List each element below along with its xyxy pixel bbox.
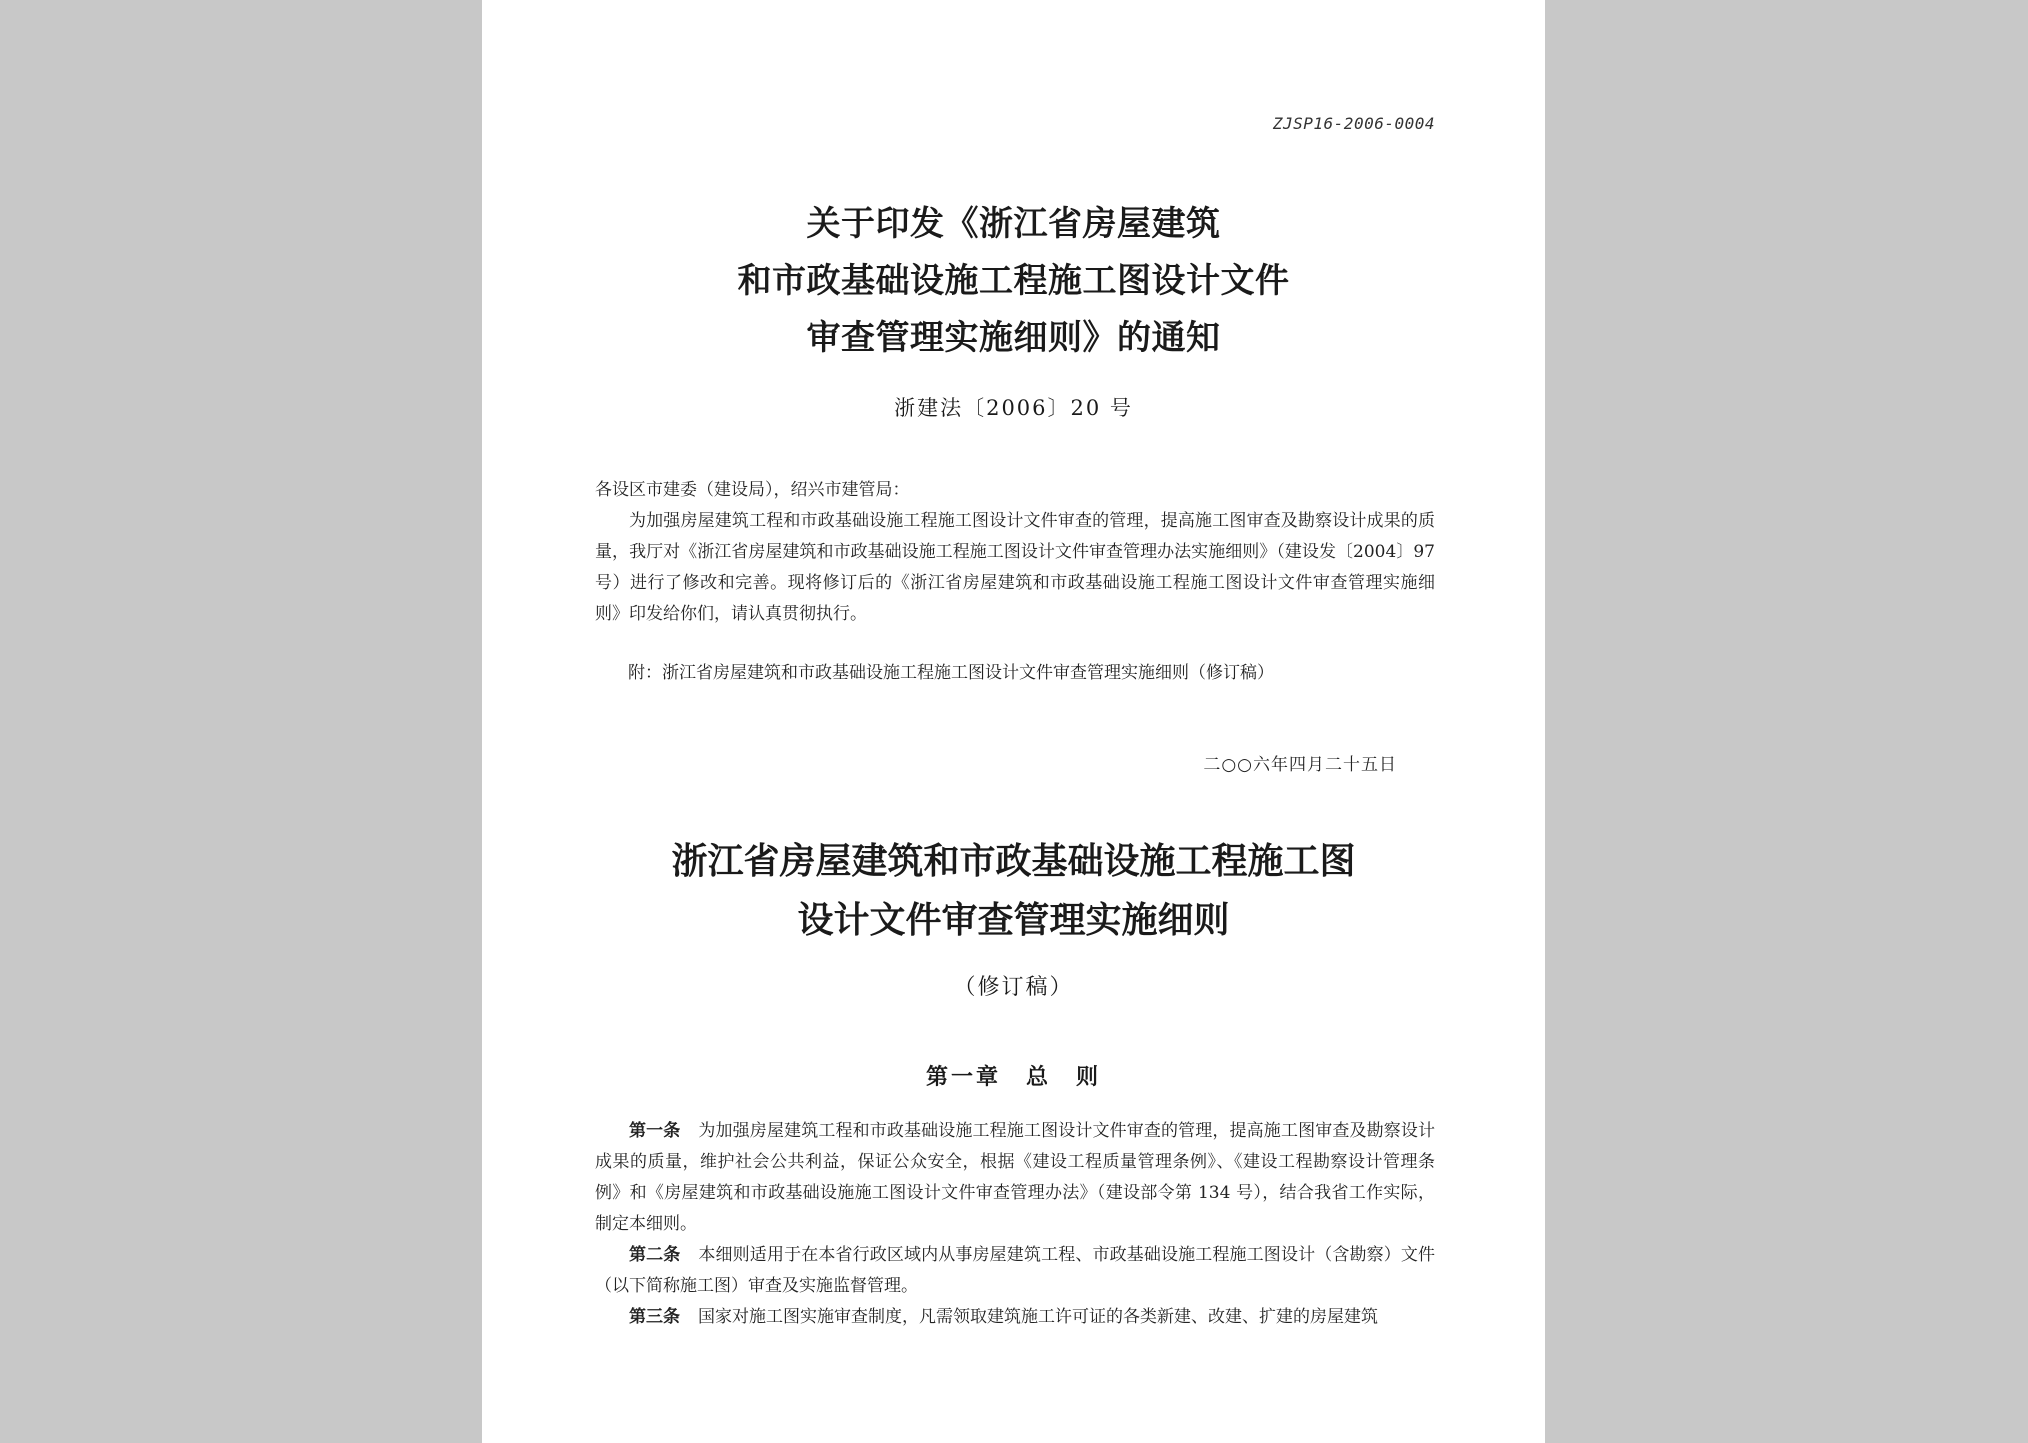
rules-title <box>482 832 1545 950</box>
article-label: 第一条 <box>629 1121 681 1141</box>
notice-title <box>482 196 1545 367</box>
rules-title-line: 设计文件审查管理实施细则 <box>797 899 1230 941</box>
addressee: 各设区市建委（建设局），绍兴市建管局： <box>595 480 910 500</box>
attachment-note: 附：浙江省房屋建筑和市政基础设施工程施工图设计文件审查管理实施细则（修订稿） <box>628 663 1274 683</box>
article-text: 为加强房屋建筑工程和市政基础设施工程施工图设计文件审查的管理，提高施工图审查及勘察设计成果的质量，维护社会公共利益，保证公众安全，根据《建设工程质量管理条例》、《建设工程勘察设计管理条例》和《房屋建筑和市政基础设施施工图设计文件审查管理办法》（建设部令第 134 号），结合我省工作实际，制定本细则。 <box>595 1121 1436 1234</box>
notice-title-line: 关于印发《浙江省房屋建筑 <box>806 204 1221 244</box>
article <box>595 1240 1435 1302</box>
article <box>595 1302 1435 1333</box>
article <box>595 1116 1435 1240</box>
chapter-heading: 第一章 总 则 <box>925 1064 1101 1090</box>
notice-title-line: 和市政基础设施工程施工图设计文件 <box>737 261 1290 301</box>
document-page <box>482 0 1545 1443</box>
document-code: ZJSP16-2006-0004 <box>1272 114 1435 133</box>
rules-title-line: 浙江省房屋建筑和市政基础设施工程施工图 <box>671 840 1356 882</box>
article-label: 第三条 <box>629 1307 680 1327</box>
revision-label: （修订稿） <box>953 975 1074 1000</box>
article-text: 本细则适用于在本省行政区域内从事房屋建筑工程、市政基础设施工程施工图设计（含勘察）文件（以下简称施工图）审查及实施监督管理。 <box>595 1245 1436 1296</box>
notice-number: 浙建法〔2006〕20 号 <box>894 396 1133 420</box>
notice-paragraph: 为加强房屋建筑工程和市政基础设施工程施工图设计文件审查的管理，提高施工图审查及勘察设计成果的质量，我厅对《浙江省房屋建筑和市政基础设施工程施工图设计文件审查管理办法实施细则》（建设发〔2004〕97 号）进行了修改和完善。现将修订后的《浙江省房屋建筑和市政基础设施工程施工图设计文件审查管理实施细则》印发给你们，请认真贯彻执行。 <box>595 511 1435 624</box>
article-text: 国家对施工图实施审查制度，凡需领取建筑施工许可证的各类新建、改建、扩建的房屋建筑 <box>698 1307 1378 1327</box>
notice-title-line: 审查管理实施细则》的通知 <box>806 318 1221 358</box>
notice-date: 二○○六年四月二十五日 <box>1203 755 1397 775</box>
article-label: 第二条 <box>629 1245 681 1265</box>
